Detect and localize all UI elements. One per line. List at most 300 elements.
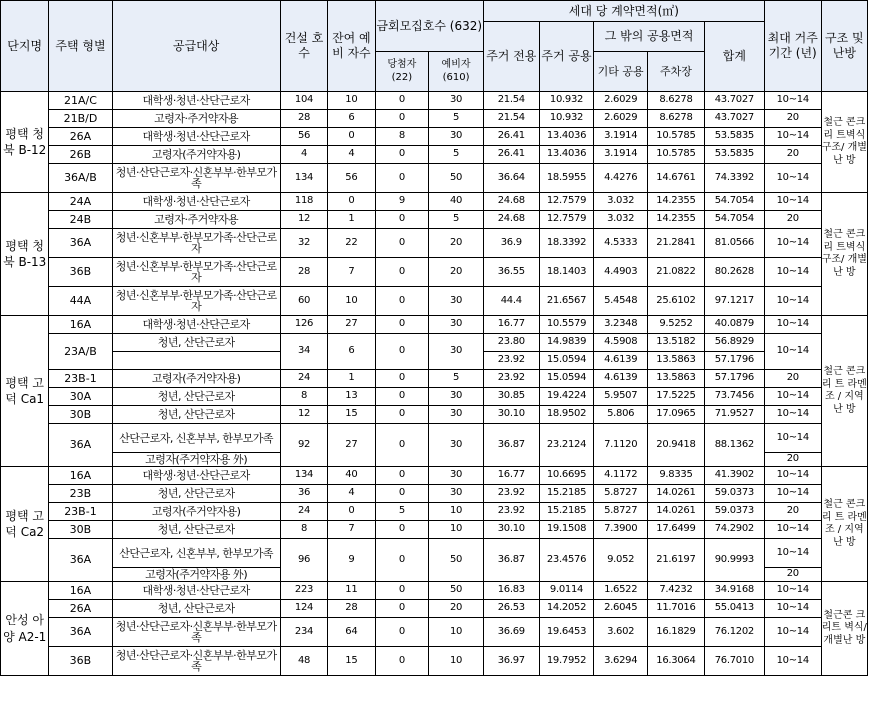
residential-shared: 15.0594 xyxy=(539,352,594,370)
header-other-shared-area: 그 밖의 공용면적 xyxy=(594,22,704,52)
built-units: 124 xyxy=(280,600,327,618)
supply-target: 청년·신혼부부·한부모가족·산단근로자 xyxy=(112,258,280,287)
housing-type: 36B xyxy=(49,647,112,676)
complex-name: 평택 고덕 Ca1 xyxy=(1,316,49,467)
other-shared: 4.1172 xyxy=(594,467,648,485)
max-stay: 10~14 xyxy=(764,424,821,453)
winners: 5 xyxy=(375,503,429,521)
header-supply-target: 공급대상 xyxy=(112,1,280,92)
parking: 16.1829 xyxy=(648,618,705,647)
parking: 17.0965 xyxy=(648,406,705,424)
parking: 17.6499 xyxy=(648,521,705,539)
winners: 0 xyxy=(375,92,429,110)
winners: 0 xyxy=(375,211,429,229)
structure-heating: 철근 콘크리 트 라멘조 / 지역난 방 xyxy=(821,316,867,467)
built-units: 126 xyxy=(280,316,327,334)
table-row xyxy=(1,316,868,334)
structure-heating: 철근 콘크리 트벽식 구조/ 개별난 방 xyxy=(821,193,867,316)
table-row xyxy=(1,424,868,453)
reserves: 30 xyxy=(429,287,484,316)
header-reserves: 예비자 (610) xyxy=(429,52,484,92)
max-stay: 10~14 xyxy=(764,287,821,316)
residential-exclusive: 36.87 xyxy=(483,424,539,467)
structure-heating: 철근 콘크리 트벽식 구조/ 개별난 방 xyxy=(821,92,867,193)
residential-shared: 19.7952 xyxy=(539,647,594,676)
max-stay: 20 xyxy=(764,146,821,164)
parking: 16.3064 xyxy=(648,647,705,676)
reserves: 20 xyxy=(429,600,484,618)
supply-target: 고령자·주거약자용 xyxy=(112,110,280,128)
housing-type: 21B/D xyxy=(49,110,112,128)
structure-heating: 철근콘 크리트 벽식/ 개별난 방 xyxy=(821,582,867,676)
other-shared: 3.602 xyxy=(594,618,648,647)
winners: 0 xyxy=(375,316,429,334)
residential-shared: 23.4576 xyxy=(539,539,594,582)
built-units: 56 xyxy=(280,128,327,146)
housing-type: 30B xyxy=(49,521,112,539)
winners: 0 xyxy=(375,229,429,258)
parking: 21.2841 xyxy=(648,229,705,258)
remaining-reserve: 4 xyxy=(328,146,375,164)
table-row xyxy=(1,92,868,110)
housing-type: 16A xyxy=(49,582,112,600)
reserves: 30 xyxy=(429,92,484,110)
residential-shared: 18.9502 xyxy=(539,406,594,424)
remaining-reserve: 0 xyxy=(328,193,375,211)
supply-target: 대학생·청년·산단근로자 xyxy=(112,582,280,600)
winners: 0 xyxy=(375,334,429,370)
reserves: 20 xyxy=(429,258,484,287)
table-body xyxy=(1,92,868,676)
total: 53.5835 xyxy=(704,128,764,146)
header-recruit: 금회모집호수 (632) xyxy=(375,1,483,52)
reserves: 10 xyxy=(429,503,484,521)
other-shared: 4.6139 xyxy=(594,370,648,388)
residential-shared: 14.9839 xyxy=(539,334,594,352)
residential-shared: 9.0114 xyxy=(539,582,594,600)
reserves: 10 xyxy=(429,618,484,647)
max-stay: 20 xyxy=(764,503,821,521)
other-shared: 4.4903 xyxy=(594,258,648,287)
header-complex: 단지명 xyxy=(1,1,49,92)
supply-target: 대학생·청년·산단근로자 xyxy=(112,193,280,211)
supply-target: 고령자·주거약자용 xyxy=(112,211,280,229)
residential-exclusive: 21.54 xyxy=(483,92,539,110)
built-units: 118 xyxy=(280,193,327,211)
total: 59.0373 xyxy=(704,485,764,503)
reserves: 50 xyxy=(429,164,484,193)
reserves: 50 xyxy=(429,539,484,582)
housing-type: 23B-1 xyxy=(49,370,112,388)
max-stay: 10~14 xyxy=(764,521,821,539)
parking: 17.5225 xyxy=(648,388,705,406)
supply-target: 청년, 산단근로자 xyxy=(112,406,280,424)
total: 88.1362 xyxy=(704,424,764,467)
max-stay-secondary: 20 xyxy=(764,568,821,582)
built-units: 134 xyxy=(280,467,327,485)
residential-exclusive: 44.4 xyxy=(483,287,539,316)
reserves: 30 xyxy=(429,334,484,370)
total: 80.2628 xyxy=(704,258,764,287)
residential-exclusive: 23.92 xyxy=(483,352,539,370)
other-shared: 3.032 xyxy=(594,193,648,211)
supply-target: 고령자(주거약자용) xyxy=(112,370,280,388)
total: 74.3392 xyxy=(704,164,764,193)
total: 53.5835 xyxy=(704,146,764,164)
built-units: 48 xyxy=(280,647,327,676)
max-stay: 10~14 xyxy=(764,193,821,211)
parking: 7.4232 xyxy=(648,582,705,600)
structure-heating: 철근 콘크리 트 라멘조 / 지역난 방 xyxy=(821,467,867,582)
supply-target: 대학생·청년·산단근로자 xyxy=(112,128,280,146)
other-shared: 2.6029 xyxy=(594,92,648,110)
winners: 0 xyxy=(375,485,429,503)
table-row xyxy=(1,521,868,539)
parking: 10.5785 xyxy=(648,146,705,164)
parking: 14.0261 xyxy=(648,485,705,503)
residential-exclusive: 21.54 xyxy=(483,110,539,128)
table-row xyxy=(1,467,868,485)
total: 41.3902 xyxy=(704,467,764,485)
max-stay: 10~14 xyxy=(764,229,821,258)
winners: 0 xyxy=(375,258,429,287)
built-units: 28 xyxy=(280,110,327,128)
housing-type: 30A xyxy=(49,388,112,406)
parking: 10.5785 xyxy=(648,128,705,146)
built-units: 34 xyxy=(280,334,327,370)
max-stay: 20 xyxy=(764,211,821,229)
reserves: 20 xyxy=(429,229,484,258)
remaining-reserve: 7 xyxy=(328,258,375,287)
max-stay: 10~14 xyxy=(764,92,821,110)
residential-shared: 15.2185 xyxy=(539,485,594,503)
reserves: 30 xyxy=(429,128,484,146)
built-units: 134 xyxy=(280,164,327,193)
residential-shared: 10.6695 xyxy=(539,467,594,485)
other-shared: 7.1120 xyxy=(594,424,648,467)
winners: 0 xyxy=(375,110,429,128)
residential-shared: 15.2185 xyxy=(539,503,594,521)
housing-type: 21A/C xyxy=(49,92,112,110)
total: 34.9168 xyxy=(704,582,764,600)
winners: 0 xyxy=(375,146,429,164)
supply-target-secondary: 고령자(주거약자용 外) xyxy=(112,453,280,467)
residential-shared: 12.7579 xyxy=(539,211,594,229)
other-shared: 3.1914 xyxy=(594,146,648,164)
reserves: 5 xyxy=(429,110,484,128)
table-row xyxy=(1,388,868,406)
table-row xyxy=(1,539,868,568)
remaining-reserve: 1 xyxy=(328,370,375,388)
residential-exclusive: 36.55 xyxy=(483,258,539,287)
table-row xyxy=(1,128,868,146)
max-stay: 10~14 xyxy=(764,406,821,424)
complex-name: 평택 청북 B-13 xyxy=(1,193,49,316)
supply-target: 청년·산단근로자·신혼부부·한부모가족 xyxy=(112,647,280,676)
housing-type: 24B xyxy=(49,211,112,229)
residential-exclusive: 36.87 xyxy=(483,539,539,582)
housing-type: 36A xyxy=(49,424,112,467)
table-row xyxy=(1,647,868,676)
winners: 0 xyxy=(375,539,429,582)
total: 57.1796 xyxy=(704,352,764,370)
other-shared: 4.4276 xyxy=(594,164,648,193)
total: 74.2902 xyxy=(704,521,764,539)
residential-shared: 19.6453 xyxy=(539,618,594,647)
residential-shared: 18.1403 xyxy=(539,258,594,287)
built-units: 12 xyxy=(280,211,327,229)
remaining-reserve: 28 xyxy=(328,600,375,618)
parking: 9.5252 xyxy=(648,316,705,334)
total: 43.7027 xyxy=(704,92,764,110)
total: 76.1202 xyxy=(704,618,764,647)
table-row xyxy=(1,582,868,600)
winners: 0 xyxy=(375,521,429,539)
header-residential-exclusive: 주거 전용 xyxy=(483,22,539,92)
reserves: 30 xyxy=(429,467,484,485)
residential-shared: 12.7579 xyxy=(539,193,594,211)
housing-type: 23B xyxy=(49,485,112,503)
residential-exclusive: 23.80 xyxy=(483,334,539,352)
residential-shared: 14.2052 xyxy=(539,600,594,618)
max-stay: 10~14 xyxy=(764,618,821,647)
residential-shared: 18.5955 xyxy=(539,164,594,193)
other-shared: 5.806 xyxy=(594,406,648,424)
max-stay: 10~14 xyxy=(764,258,821,287)
table-header xyxy=(1,1,868,92)
winners: 0 xyxy=(375,618,429,647)
built-units: 24 xyxy=(280,503,327,521)
header-area: 세대 당 계약면적(㎡) xyxy=(483,1,764,22)
remaining-reserve: 6 xyxy=(328,110,375,128)
remaining-reserve: 9 xyxy=(328,539,375,582)
table-row xyxy=(1,211,868,229)
max-stay-secondary: 20 xyxy=(764,453,821,467)
winners: 0 xyxy=(375,647,429,676)
max-stay: 10~14 xyxy=(764,600,821,618)
supply-target: 청년·산단근로자·신혼부부·한부모가족 xyxy=(112,618,280,647)
reserves: 30 xyxy=(429,424,484,467)
residential-exclusive: 26.41 xyxy=(483,128,539,146)
remaining-reserve: 10 xyxy=(328,92,375,110)
max-stay: 10~14 xyxy=(764,316,821,334)
built-units: 12 xyxy=(280,406,327,424)
parking: 14.6761 xyxy=(648,164,705,193)
supply-target-cont xyxy=(112,352,280,370)
housing-type: 36B xyxy=(49,258,112,287)
total: 54.7054 xyxy=(704,193,764,211)
max-stay: 10~14 xyxy=(764,128,821,146)
housing-type: 44A xyxy=(49,287,112,316)
residential-exclusive: 24.68 xyxy=(483,211,539,229)
supply-target: 대학생·청년·산단근로자 xyxy=(112,92,280,110)
parking: 21.0822 xyxy=(648,258,705,287)
supply-target: 청년·산단근로자·신혼부부·한부모가족 xyxy=(112,164,280,193)
reserves: 10 xyxy=(429,521,484,539)
header-built-units: 건설 호수 xyxy=(280,1,327,92)
table-row xyxy=(1,110,868,128)
winners: 0 xyxy=(375,287,429,316)
residential-exclusive: 23.92 xyxy=(483,503,539,521)
residential-exclusive: 16.77 xyxy=(483,316,539,334)
remaining-reserve: 56 xyxy=(328,164,375,193)
max-stay: 10~14 xyxy=(764,334,821,370)
supply-target: 산단근로자, 신혼부부, 한부모가족 xyxy=(112,539,280,568)
other-shared: 5.4548 xyxy=(594,287,648,316)
residential-shared: 13.4036 xyxy=(539,128,594,146)
winners: 0 xyxy=(375,388,429,406)
built-units: 8 xyxy=(280,521,327,539)
other-shared: 2.6029 xyxy=(594,110,648,128)
supply-target: 청년, 산단근로자 xyxy=(112,521,280,539)
header-parking: 주차장 xyxy=(648,52,705,92)
other-shared: 3.1914 xyxy=(594,128,648,146)
table-row xyxy=(1,503,868,521)
complex-name: 안성 아양 A2-1 xyxy=(1,582,49,676)
other-shared: 5.8727 xyxy=(594,503,648,521)
other-shared: 4.5333 xyxy=(594,229,648,258)
remaining-reserve: 6 xyxy=(328,334,375,370)
residential-shared: 13.4036 xyxy=(539,146,594,164)
parking: 14.2355 xyxy=(648,211,705,229)
residential-shared: 18.3392 xyxy=(539,229,594,258)
residential-shared: 23.2124 xyxy=(539,424,594,467)
table-row xyxy=(1,146,868,164)
parking: 9.8335 xyxy=(648,467,705,485)
residential-shared: 10.932 xyxy=(539,110,594,128)
remaining-reserve: 10 xyxy=(328,287,375,316)
total: 76.7010 xyxy=(704,647,764,676)
residential-exclusive: 23.92 xyxy=(483,370,539,388)
table-row xyxy=(1,229,868,258)
header-winners: 당첨자 (22) xyxy=(375,52,429,92)
parking: 13.5182 xyxy=(648,334,705,352)
winners: 9 xyxy=(375,193,429,211)
supply-target: 청년, 산단근로자 xyxy=(112,388,280,406)
other-shared: 7.3900 xyxy=(594,521,648,539)
table-row xyxy=(1,485,868,503)
winners: 0 xyxy=(375,467,429,485)
supply-target: 고령자(주거약자용) xyxy=(112,146,280,164)
total: 43.7027 xyxy=(704,110,764,128)
residential-shared: 21.6567 xyxy=(539,287,594,316)
remaining-reserve: 4 xyxy=(328,485,375,503)
table-row xyxy=(1,258,868,287)
parking: 13.5863 xyxy=(648,352,705,370)
parking: 8.6278 xyxy=(648,110,705,128)
parking: 14.2355 xyxy=(648,193,705,211)
built-units: 234 xyxy=(280,618,327,647)
other-shared: 5.8727 xyxy=(594,485,648,503)
other-shared: 5.9507 xyxy=(594,388,648,406)
header-structure: 구조 및 난방 xyxy=(821,1,867,92)
winners: 0 xyxy=(375,164,429,193)
total: 57.1796 xyxy=(704,370,764,388)
table-row xyxy=(1,193,868,211)
reserves: 40 xyxy=(429,193,484,211)
max-stay: 10~14 xyxy=(764,647,821,676)
remaining-reserve: 0 xyxy=(328,128,375,146)
built-units: 60 xyxy=(280,287,327,316)
complex-name: 평택 청북 B-12 xyxy=(1,92,49,193)
total: 40.0879 xyxy=(704,316,764,334)
residential-exclusive: 16.77 xyxy=(483,467,539,485)
residential-exclusive: 36.9 xyxy=(483,229,539,258)
built-units: 4 xyxy=(280,146,327,164)
supply-target: 청년·신혼부부·한부모가족·산단근로자 xyxy=(112,229,280,258)
table-row xyxy=(1,287,868,316)
residential-shared: 10.5579 xyxy=(539,316,594,334)
table-row xyxy=(1,600,868,618)
built-units: 96 xyxy=(280,539,327,582)
other-shared: 4.6139 xyxy=(594,352,648,370)
residential-exclusive: 23.92 xyxy=(483,485,539,503)
housing-type: 16A xyxy=(49,467,112,485)
built-units: 28 xyxy=(280,258,327,287)
other-shared: 3.6294 xyxy=(594,647,648,676)
housing-type: 23B-1 xyxy=(49,503,112,521)
residential-shared: 10.932 xyxy=(539,92,594,110)
winners: 0 xyxy=(375,424,429,467)
built-units: 223 xyxy=(280,582,327,600)
supply-target: 청년, 산단근로자 xyxy=(112,600,280,618)
total: 55.0413 xyxy=(704,600,764,618)
housing-type: 24A xyxy=(49,193,112,211)
built-units: 92 xyxy=(280,424,327,467)
built-units: 32 xyxy=(280,229,327,258)
housing-type: 36A xyxy=(49,618,112,647)
reserves: 10 xyxy=(429,647,484,676)
other-shared: 2.6045 xyxy=(594,600,648,618)
built-units: 8 xyxy=(280,388,327,406)
residential-shared: 15.0594 xyxy=(539,370,594,388)
residential-shared: 19.1508 xyxy=(539,521,594,539)
reserves: 30 xyxy=(429,406,484,424)
housing-type: 36A/B xyxy=(49,164,112,193)
complex-name: 평택 고덕 Ca2 xyxy=(1,467,49,582)
max-stay: 10~14 xyxy=(764,539,821,568)
housing-type: 26B xyxy=(49,146,112,164)
table-row xyxy=(1,406,868,424)
reserves: 5 xyxy=(429,146,484,164)
supply-target: 청년, 산단근로자 xyxy=(112,485,280,503)
remaining-reserve: 27 xyxy=(328,316,375,334)
reserves: 50 xyxy=(429,582,484,600)
max-stay: 10~14 xyxy=(764,467,821,485)
housing-type: 23A/B xyxy=(49,334,112,370)
parking: 11.7016 xyxy=(648,600,705,618)
built-units: 24 xyxy=(280,370,327,388)
remaining-reserve: 11 xyxy=(328,582,375,600)
housing-type: 16A xyxy=(49,316,112,334)
table-row xyxy=(1,370,868,388)
winners: 0 xyxy=(375,582,429,600)
housing-type: 26A xyxy=(49,128,112,146)
built-units: 104 xyxy=(280,92,327,110)
housing-type: 36A xyxy=(49,229,112,258)
total: 54.7054 xyxy=(704,211,764,229)
header-total: 합계 xyxy=(704,22,764,92)
other-shared: 1.6522 xyxy=(594,582,648,600)
header-residential-shared: 주거 공용 xyxy=(539,22,594,92)
max-stay: 10~14 xyxy=(764,388,821,406)
header-remaining-reserve: 잔여 예비 자수 xyxy=(328,1,375,92)
header-housing-type: 주택 형별 xyxy=(49,1,112,92)
winners: 0 xyxy=(375,406,429,424)
total: 56.8929 xyxy=(704,334,764,352)
residential-exclusive: 24.68 xyxy=(483,193,539,211)
residential-exclusive: 30.85 xyxy=(483,388,539,406)
